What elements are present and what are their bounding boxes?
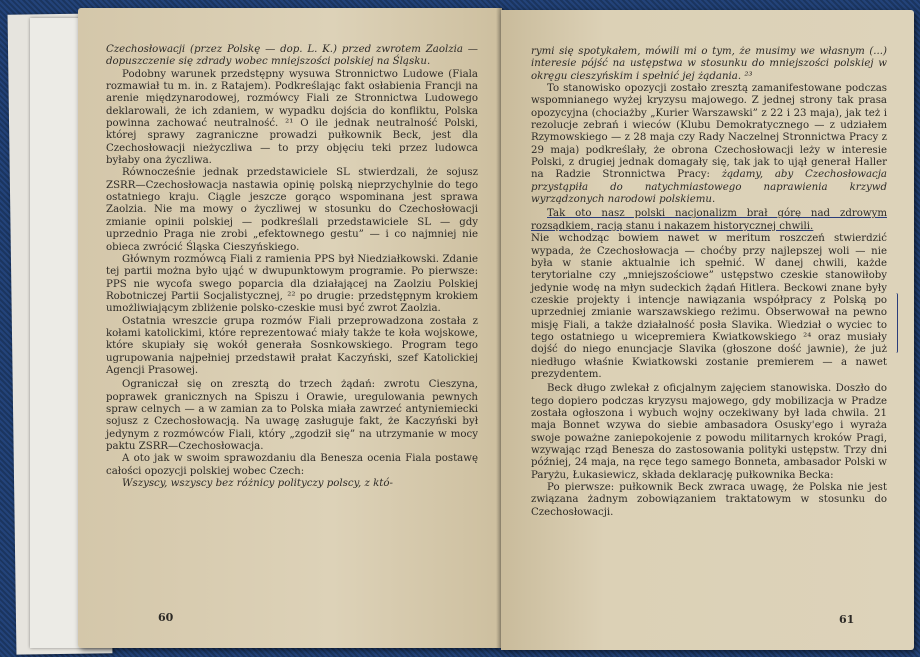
left-paragraph-3: Równocześnie jednak przedstawiciele SL stwierdzali, że sojusz ZSRR—Czechosłowacja nastawia opinię polską nieprzychylnie do tego ostatniego kraju. Ciągle jeszcze gorąco wspominana jest sprawa Zaolzia. Nie ma mowy o życzliwej w stosunku do Czechosłowacji zmianie opinii polskiej — podkreślali przedstawiciele SL — gdy uprzednio Praga nie zrobi „efektownego gestu” — i co najmniej nie obieca zwrócić Śląska Cieszyńskiego.	[106, 167, 478, 253]
pen-margin-mark	[894, 293, 898, 353]
right-paragraph-4: Nie wchodząc bowiem nawet w meritum roszczeń stwierdzić wypada, że Czechosłowacja — choćby przy najlepszej woli — nie była w stanie aktualnie ich spełnić. W danej chwili, każde terytorialne czy „mniejszościowe” ustępstwo czeskie stanowiłoby jedynie wodę na młyn sudeckich żądań Hitlera. Beckowi znane były czeskie projekty i intencje nawiązania współpracy z Polską po uprzedniej zmianie warszawskiego reżimu. Obserwował na pewno misję Fiali, a także działalność posła Slavika. Wiedział o wyciec to tego ostatniego u wicepremiera Kwiatkowskiego ²⁴ oraz musiały dojść do niego enuncjacje Slavika (głoszone dość jawnie), że już niedługo właśnie Kwiatkowski zostanie premierem — a nawet prezydentem.	[531, 233, 887, 380]
page-number-right: 61	[839, 613, 855, 626]
right-paragraph-5: Beck długo zwlekał z oficjalnym zajęciem stanowiska. Doszło do tego dopiero podczas kryzysu majowego, gdy mobilizacja w Pradze została ogłoszona i wybuch wojny oczekiwany był lada chwila. 21 maja Bonnet wzywa do siebie ambasadora Osusky'ego i wyraża swoje poważne zaniepokojenie z powodu militarnych kroków Pragi, wzywając rząd Benesza do zastosowania polityki ustępstw. Trzy dni później, 24 maja, na ręce tego samego Bonneta, ambasador Polski w Paryżu, Łukasiewicz, składa deklarację pułkownika Becka:	[531, 383, 887, 481]
right-paragraph-2	[531, 83, 887, 206]
right-paragraph-1: rymi się spotykałem, mówili mi o tym, że musimy we własnym (...) interesie pójść na ustępstwa w stosunku do mniejszości polskiej w okręgu cieszyńskim i spełnić jej żądania. ²³	[531, 46, 887, 82]
left-paragraph-1: Czechosłowacji (przez Polskę — dop. L. K.) przed zwrotem Zaolzia — dopuszczenie się zdrady wobec mniejszości polskiej na Śląsku.	[106, 44, 478, 68]
left-paragraph-6: Ograniczał się on zresztą do trzech żądań: zwrotu Cieszyna, poprawek granicznych na Spiszu i Orawie, uregulowania pewnych spraw celnych — a w zamian za to Polska miała zawrzeć antyniemiecki sojusz z Czechosłowacją. Na uwagę zasługuje fakt, że Kaczyński był jedynym z rozmówców Fiali, który „zgodził się” na utrzymanie w mocy paktu ZSRR—Czechosłowacja.	[106, 379, 478, 452]
left-paragraph-2: Podobny warunek przedstępny wysuwa Stronnictwo Ludowe (Fiala rozmawiał tu m. in. z Ratajem). Podkreślając fakt osłabienia Francji na arenie międzynarodowej, rozmówcy Fiali ze Stronnictwa Ludowego deklarowali, że ich zdaniem, w wypadku dojścia do konfliktu, Polska powinna zachować neutralność. ²¹ O ile jednak neutralność Polski, której sprawy zagraniczne prowadzi pułkownik Beck, jest dla Czechosłowacji nieżyczliwa — to przy objęciu teki przez ludowca byłaby ona życzliwa.	[106, 68, 478, 167]
left-paragraph-5: Ostatnia wreszcie grupa rozmów Fiali przeprowadzona została z kołami katolickimi, które reprezentować miały także te koła wojskowe, które skupiały się wokół generała Sosnkowskiego. Program tego ugrupowania najpełniej przedstawił prałat Kaczyński, szef Katolickiej Agencji Prasowej.	[106, 315, 478, 376]
left-paragraph-4: Głównym rozmówcą Fiali z ramienia PPS był Niedziałkowski. Zdanie tej partii można było ująć w dwupunktowym programie. Po pierwsze: PPS nie wycofa swego poparcia dla działającej na Zaolziu Polskiej Robotniczej Partii Socjalistycznej, ²² po drugie: przedstępnym krokiem umożliwiającym zbliżenie polsko-czeskie musi być zwrot Zaolzia.	[106, 253, 478, 315]
right-page	[501, 10, 914, 650]
left-paragraph-7: A oto jak w swoim sprawozdaniu dla Benesza ocenia Fiala postawę całości opozycji polskiej wobec Czech:	[106, 453, 478, 477]
left-paragraph-8: Wszyscy, wszyscy bez różnicy polityczy polscy, z któ-	[122, 478, 393, 490]
right-paragraph-2-quote: żądamy, aby Czechosłowacja przystąpiła do natychmiastowego naprawienia krzywd wyrządzonych narodowi polskiemu.	[531, 169, 887, 206]
right-paragraph-2-text: To stanowisko opozycji zostało zresztą zamanifestowane podczas wspomnianego wyżej kryzysu majowego. Z jednej strony tak prasa opozycyjna (chociażby „Kurier Warszawski” z 22 i 23 maja), jak też i rezolucje zebrań i wieców (Klubu Demokratycznego — z udziałem Rzymowskiego — z 28 maja czy Rady Naczelnej Stronnictwa Pracy z 29 maja) podkreślały, że obrona Czechosłowacji leży w interesie Polski, z drugiej jednak domagały się, tak jak to ujął generał Haller na Radzie Stronnictwa Pracy:	[531, 83, 887, 181]
right-paragraph-6: Po pierwsze: pułkownik Beck zwraca uwagę, że Polska nie jest związana żadnym zobowiązaniem traktatowym w stosunku do Czechosłowacji.	[531, 482, 887, 518]
left-page	[78, 8, 502, 648]
page-number-left: 60	[158, 611, 174, 624]
right-page-text	[531, 46, 887, 519]
left-page-text	[106, 44, 478, 490]
right-paragraph-3-underlined: Tak oto nasz polski nacjonalizm brał górę nad zdrowym rozsądkiem, racją stanu i nakazem historycznej chwili.	[531, 208, 887, 232]
